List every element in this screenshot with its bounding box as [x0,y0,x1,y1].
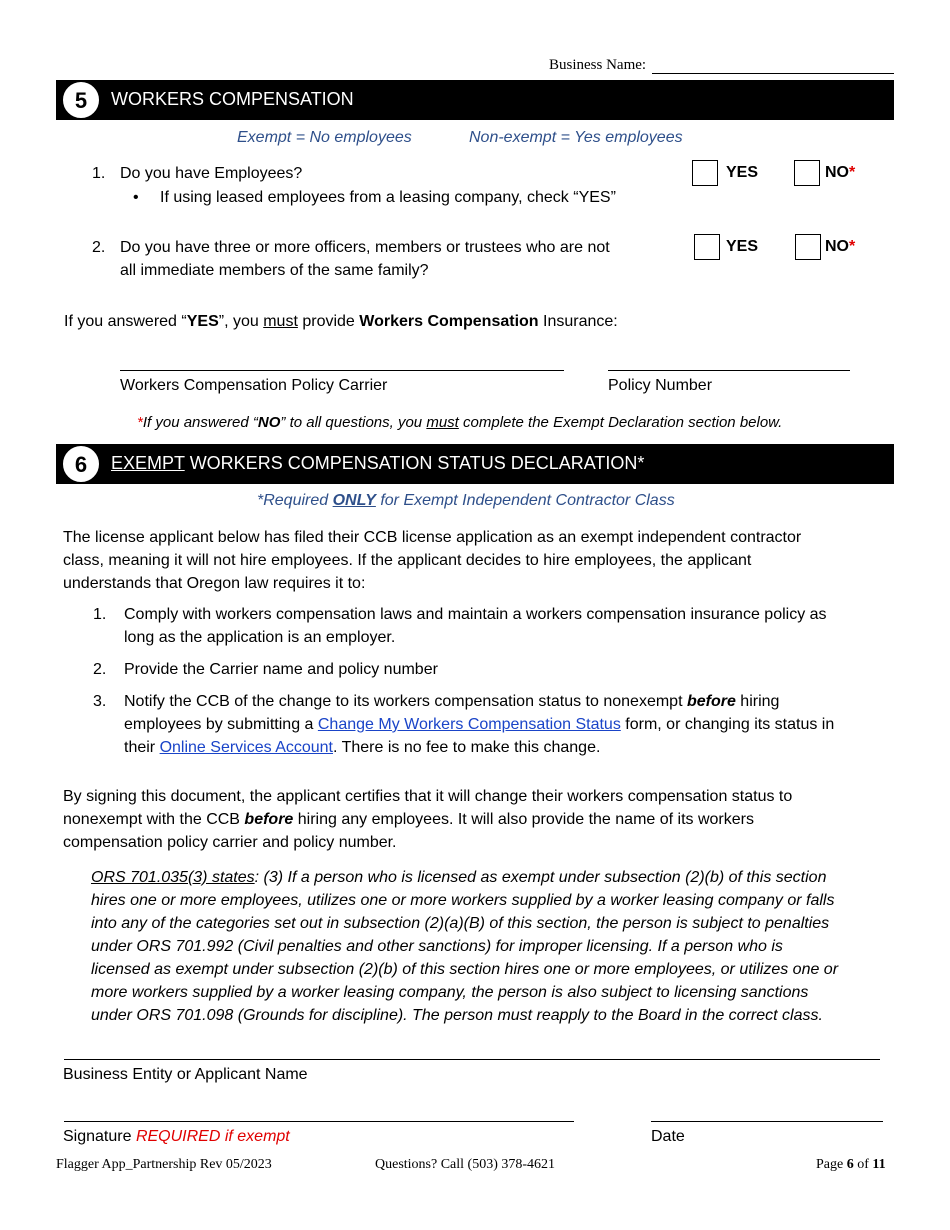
question-1-number: 1. [92,165,106,182]
footer-form-id: Flagger App_Partnership Rev 05/2023 [56,1157,272,1172]
footer-page-number: Page 6 of 11 [816,1157,886,1172]
question-2-yes-checkbox[interactable] [694,234,720,260]
nonexempt-note: Non-exempt = Yes employees [469,129,683,146]
item-3-text: Notify the CCB of the change to its workers compensation status to nonexempt before hiring employees by submitting a Change My Workers Compensation Status form, or changing its status in their Online Services Account. There is no fee to make this change. [124,693,835,756]
no-answer-note: *If you answered “NO” to all questions, you must complete the Exempt Declaration section below. [137,414,783,431]
question-2-yes-label: YES [726,238,759,255]
item-2-text: Provide the Carrier name and policy number [124,661,438,678]
question-2-line-1: Do you have three or more officers, members or trustees who are not [120,239,610,256]
item-2-number: 2. [93,661,107,678]
signature-line[interactable] [64,1121,574,1122]
business-name-label: Business Name: [549,57,647,73]
item-1-number: 1. [93,606,107,623]
item-3-number: 3. [93,693,107,710]
date-label: Date [651,1128,685,1145]
question-1-yes-checkbox[interactable] [692,160,718,186]
question-1-bullet: If using leased employees from a leasing company, check “YES” [160,189,616,206]
signature-label: Signature REQUIRED if exempt [63,1128,290,1145]
date-line[interactable] [651,1121,883,1122]
question-1-yes-label: YES [726,164,759,181]
required-only-note: *Required ONLY for Exempt Independent Contractor Class [257,492,675,509]
question-2-line-2: all immediate members of the same family? [120,262,429,279]
question-2-number: 2. [92,239,106,256]
carrier-line[interactable] [120,370,564,371]
question-1-no-label: NO* [825,164,856,181]
change-wc-status-link[interactable]: Change My Workers Compensation Status [317,716,621,733]
exempt-note: Exempt = No employees [237,129,412,146]
if-yes-instruction: If you answered “YES”, you must provide Workers Compensation Insurance: [64,313,618,330]
item-1-text: Comply with workers compensation laws and maintain a workers compensation insurance policy as long as the application is an employer. [124,606,827,646]
policy-number-line[interactable] [608,370,850,371]
ors-statute-quote: ORS 701.035(3) states: (3) If a person who is licensed as exempt under subsection (2)(b) of this section hires one or more employees, utilizes one or more workers supplied by a worker leasing company or falls into any of the categories set out in subsection (2)(a)(B) of this section, the person is subject to penalties under ORS 701.992 (Civil penalties and other sanctions) for improper licensing. If a person who is licensed as exempt under subsection (2)(b) of this section hires one or more employees, or utilizes one or more workers supplied by a worker leasing company, the person is also subject to licensing sanctions under ORS 701.098 (Grounds for discipline). The person must reapply to the Board in the correct class. [91,869,839,1024]
question-1-text: Do you have Employees? [120,165,303,182]
business-entity-line[interactable] [64,1059,880,1060]
question-2-no-checkbox[interactable] [795,234,821,260]
section-5-number: 5 [62,81,100,119]
section-5-header [56,80,894,120]
intro-paragraph: The license applicant below has filed their CCB license application as an exempt independent contractor class, meaning it will not hire employees. If the applicant decides to hire employees, the applicant understands that Oregon law requires it to: [63,529,802,592]
question-2-no-label: NO* [825,238,856,255]
business-name-line[interactable] [652,73,894,74]
bullet-icon: • [133,189,139,206]
section-6-number: 6 [62,445,100,483]
certification-paragraph: By signing this document, the applicant certifies that it will change their workers compensation status to nonexempt with the CCB before hiring any employees. It will also provide the name of its workers compensation policy carrier and policy number. [63,788,793,851]
section-6-title: EXEMPT WORKERS COMPENSATION STATUS DECLARATION* [111,453,645,473]
policy-number-label: Policy Number [608,377,713,394]
carrier-label: Workers Compensation Policy Carrier [120,377,388,394]
section-5-title: WORKERS COMPENSATION [111,89,354,109]
online-services-account-link[interactable]: Online Services Account [159,739,333,756]
business-entity-label: Business Entity or Applicant Name [63,1066,308,1083]
section-6-header [56,444,894,484]
footer-phone: Questions? Call (503) 378-4621 [375,1157,556,1172]
question-1-no-checkbox[interactable] [794,160,820,186]
